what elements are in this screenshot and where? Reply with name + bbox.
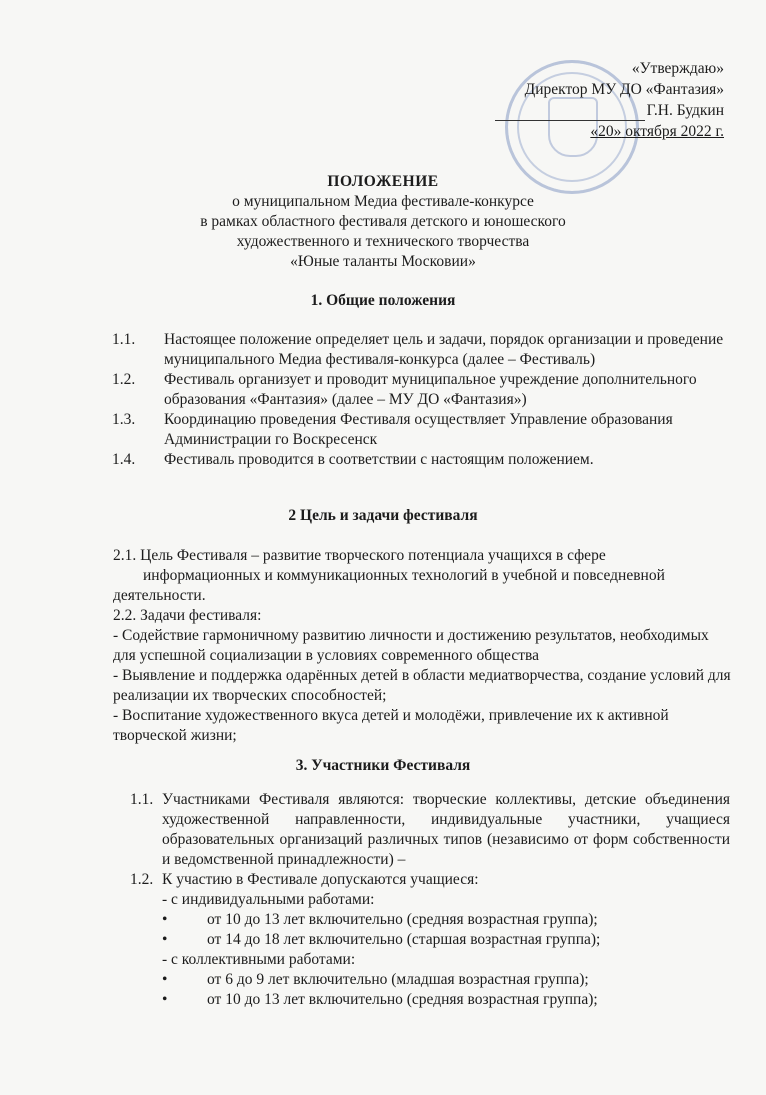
list-item bbox=[130, 870, 730, 890]
list-item bbox=[130, 790, 730, 870]
item-number: 1.2. bbox=[130, 871, 154, 888]
document-title bbox=[0, 172, 766, 272]
section-3-heading: 3. Участники Фестиваля bbox=[295, 757, 471, 774]
approval-signature bbox=[495, 100, 724, 121]
age-groups bbox=[130, 890, 730, 1010]
item-text: от 10 до 13 лет включительно (средняя возрастная группа); bbox=[207, 991, 598, 1008]
approval-date bbox=[495, 121, 724, 142]
date-rest: октября 2022 г. bbox=[621, 123, 724, 140]
bullet-icon: • bbox=[162, 911, 168, 928]
title-line-3: художественного и технического творчества bbox=[236, 233, 530, 250]
item-text: К участию в Фестивале допускаются учащиеся: bbox=[162, 871, 479, 888]
date-day: «20» bbox=[590, 123, 622, 140]
section-1-list bbox=[112, 330, 732, 470]
goal-line-1: 2.1. Цель Фестиваля – развитие творческого потенциала учащихся в сфере bbox=[113, 547, 606, 564]
item-number: 1.1. bbox=[112, 331, 136, 348]
item-number: 1.2. bbox=[112, 371, 136, 388]
approval-line-1: «Утверждаю» bbox=[631, 60, 724, 77]
section-2-body bbox=[113, 546, 733, 746]
item-number: 1.1. bbox=[130, 791, 154, 808]
director-name: Г.Н. Будкин bbox=[646, 102, 724, 119]
list-item bbox=[112, 410, 732, 450]
item-text: от 10 до 13 лет включительно (средняя возрастная группа); bbox=[207, 911, 598, 928]
task-item: - Содействие гармоничному развитию личности и достижению результатов, необходимых для успешной социализации в условиях современного общества bbox=[113, 627, 709, 664]
bullet-icon: • bbox=[162, 931, 168, 948]
goal-line-2: информационных и коммуникационных технологий в учебной и повседневной bbox=[143, 567, 665, 584]
list-item bbox=[112, 370, 732, 410]
individual-label: - с индивидуальными работами: bbox=[162, 891, 375, 908]
list-item bbox=[130, 970, 730, 990]
item-text: от 6 до 9 лет включительно (младшая возрастная группа); bbox=[207, 971, 589, 988]
approval-block bbox=[495, 58, 724, 142]
bullet-icon: • bbox=[162, 991, 168, 1008]
item-text: Настоящее положение определяет цель и задачи, порядок организации и проведение муниципального Медиа фестиваля-конкурса (далее – Фестиваль) bbox=[164, 331, 724, 368]
item-text: Фестиваль организует и проводит муниципальное учреждение дополнительного образования «Фантазия» (далее – МУ ДО «Фантазия») bbox=[164, 371, 697, 408]
task-item: - Выявление и поддержка одарённых детей в области медиатворчества, создание условий для реализации их творческих способностей; bbox=[113, 667, 731, 704]
title-line-4: «Юные таланты Московии» bbox=[290, 253, 476, 270]
goal-line-3: деятельности. bbox=[113, 587, 206, 604]
title-heading: ПОЛОЖЕНИЕ bbox=[327, 173, 439, 190]
signature-line bbox=[495, 106, 645, 121]
approval-line-2: Директор МУ ДО «Фантазия» bbox=[524, 81, 724, 98]
collective-label: - с коллективными работами: bbox=[162, 951, 356, 968]
item-number: 1.4. bbox=[112, 451, 136, 468]
item-text: Координацию проведения Фестиваля осуществляет Управление образования Администрации го Воскресенск bbox=[164, 411, 673, 448]
title-line-2: в рамках областного фестиваля детского и юношеского bbox=[200, 213, 566, 230]
title-line-1: о муниципальном Медиа фестивале-конкурсе bbox=[232, 193, 534, 210]
list-item bbox=[130, 930, 730, 950]
item-text: Участниками Фестиваля являются: творческие коллективы, детские объединения художественной направленности, индивидуальные участники, учащиеся образовательных организаций различных типов (независимо от форм собственности и ведомственной принадлежности) – bbox=[162, 791, 730, 868]
section-1-heading: 1. Общие положения bbox=[310, 292, 456, 309]
tasks-label: 2.2. Задачи фестиваля: bbox=[113, 607, 262, 624]
section-2-heading: 2 Цель и задачи фестиваля bbox=[288, 507, 478, 524]
item-text: Фестиваль проводится в соответствии с настоящим положением. bbox=[164, 451, 594, 468]
section-3-body bbox=[130, 790, 730, 1010]
list-item bbox=[130, 910, 730, 930]
list-item bbox=[112, 330, 732, 370]
item-number: 1.3. bbox=[112, 411, 136, 428]
list-item bbox=[112, 450, 732, 470]
bullet-icon: • bbox=[162, 971, 168, 988]
list-item bbox=[130, 990, 730, 1010]
item-text: от 14 до 18 лет включительно (старшая возрастная группа); bbox=[207, 931, 601, 948]
task-item: - Воспитание художественного вкуса детей и молодёжи, привлечение их к активной творческой жизни; bbox=[113, 707, 669, 744]
